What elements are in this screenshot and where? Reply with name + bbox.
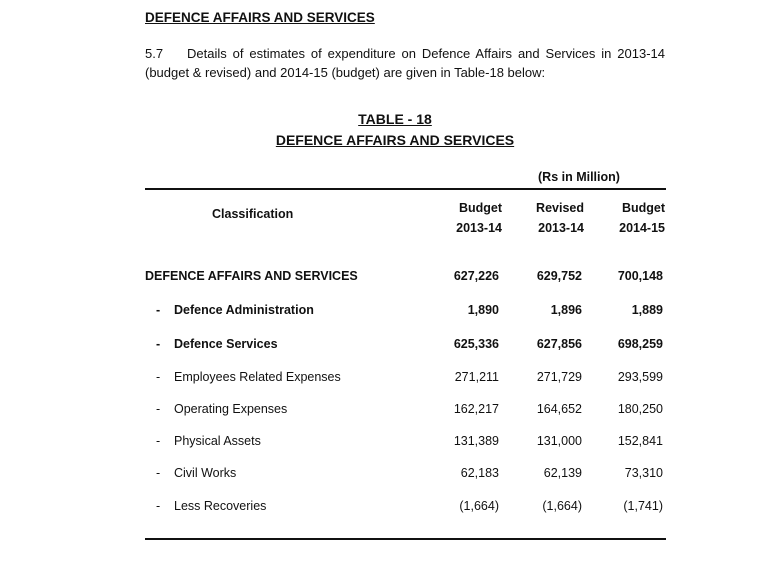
row-label: Less Recoveries xyxy=(174,499,267,513)
row-value-budget-2014-15: (1,741) xyxy=(623,499,663,513)
row-value-revised-2013-14: 271,729 xyxy=(536,370,582,384)
row-label: Defence Services xyxy=(174,337,278,351)
table-bottom-rule xyxy=(145,538,666,540)
row-dash: - xyxy=(156,434,161,448)
row-label: Civil Works xyxy=(174,466,237,480)
column-header-line1: Revised xyxy=(536,201,584,215)
table-row xyxy=(145,434,666,454)
row-value-revised-2013-14: 629,752 xyxy=(536,269,582,283)
row-value-budget-2014-15: 293,599 xyxy=(617,370,663,384)
row-value-revised-2013-14: 62,139 xyxy=(543,466,582,480)
intro-paragraph xyxy=(145,44,665,82)
row-label: Operating Expenses xyxy=(174,402,288,416)
row-value-budget-2013-14: 1,890 xyxy=(467,303,499,317)
row-value-budget-2014-15: 700,148 xyxy=(617,269,663,283)
row-value-budget-2013-14: 162,217 xyxy=(453,402,499,416)
row-dash: - xyxy=(156,337,161,351)
row-value-revised-2013-14: 627,856 xyxy=(536,337,582,351)
row-label: DEFENCE AFFAIRS AND SERVICES xyxy=(145,269,358,283)
row-value-budget-2014-15: 152,841 xyxy=(617,434,663,448)
row-label: Physical Assets xyxy=(174,434,261,448)
section-heading: DEFENCE AFFAIRS AND SERVICES xyxy=(145,10,375,25)
row-value-budget-2014-15: 1,889 xyxy=(631,303,663,317)
row-dash: - xyxy=(156,499,161,513)
table-row xyxy=(145,402,666,422)
row-dash: - xyxy=(156,402,161,416)
row-value-revised-2013-14: (1,664) xyxy=(542,499,582,513)
paragraph-number: 5.7 xyxy=(145,46,164,61)
row-dash: - xyxy=(156,466,161,480)
row-value-budget-2013-14: 625,336 xyxy=(453,337,499,351)
table-row-total xyxy=(145,269,666,289)
column-header-line2: 2013-14 xyxy=(456,221,502,235)
column-header-line2: 2013-14 xyxy=(538,221,584,235)
classification-header: Classification xyxy=(212,207,294,221)
row-value-budget-2013-14: 131,389 xyxy=(453,434,499,448)
row-label: Defence Administration xyxy=(174,303,314,317)
table-units: (Rs in Million) xyxy=(538,170,620,184)
row-value-revised-2013-14: 1,896 xyxy=(550,303,582,317)
table-row xyxy=(145,499,666,519)
table-subtitle: DEFENCE AFFAIRS AND SERVICES xyxy=(275,132,515,148)
column-header-budget-2014-15 xyxy=(619,198,665,238)
row-dash: - xyxy=(156,370,161,384)
column-header-line2: 2014-15 xyxy=(619,221,665,235)
column-header-budget-2013-14 xyxy=(456,198,502,238)
row-value-budget-2013-14: 271,211 xyxy=(454,370,499,384)
table-top-rule xyxy=(145,188,666,190)
column-header-revised-2013-14 xyxy=(536,198,584,238)
row-value-budget-2014-15: 73,310 xyxy=(624,466,663,480)
row-value-budget-2014-15: 180,250 xyxy=(617,402,663,416)
row-value-budget-2013-14: 627,226 xyxy=(453,269,499,283)
table-row xyxy=(145,303,666,323)
column-header-line1: Budget xyxy=(621,201,665,215)
row-value-revised-2013-14: 164,652 xyxy=(536,402,582,416)
paragraph-text: Details of estimates of expenditure on Defence Affairs and Services in 2013-14 (budget & revised) and 2014-15 (budget) are given in Table-18 below: xyxy=(145,46,665,80)
table-title: TABLE - 18 xyxy=(358,111,432,127)
row-label: Employees Related Expenses xyxy=(174,370,341,384)
row-value-budget-2014-15: 698,259 xyxy=(617,337,663,351)
row-dash: - xyxy=(156,303,161,317)
row-value-revised-2013-14: 131,000 xyxy=(536,434,582,448)
table-row xyxy=(145,337,666,357)
row-value-budget-2013-14: (1,664) xyxy=(459,499,499,513)
row-value-budget-2013-14: 62,183 xyxy=(460,466,499,480)
column-header-line1: Budget xyxy=(458,201,502,215)
table-row xyxy=(145,370,666,390)
table-row xyxy=(145,466,666,486)
